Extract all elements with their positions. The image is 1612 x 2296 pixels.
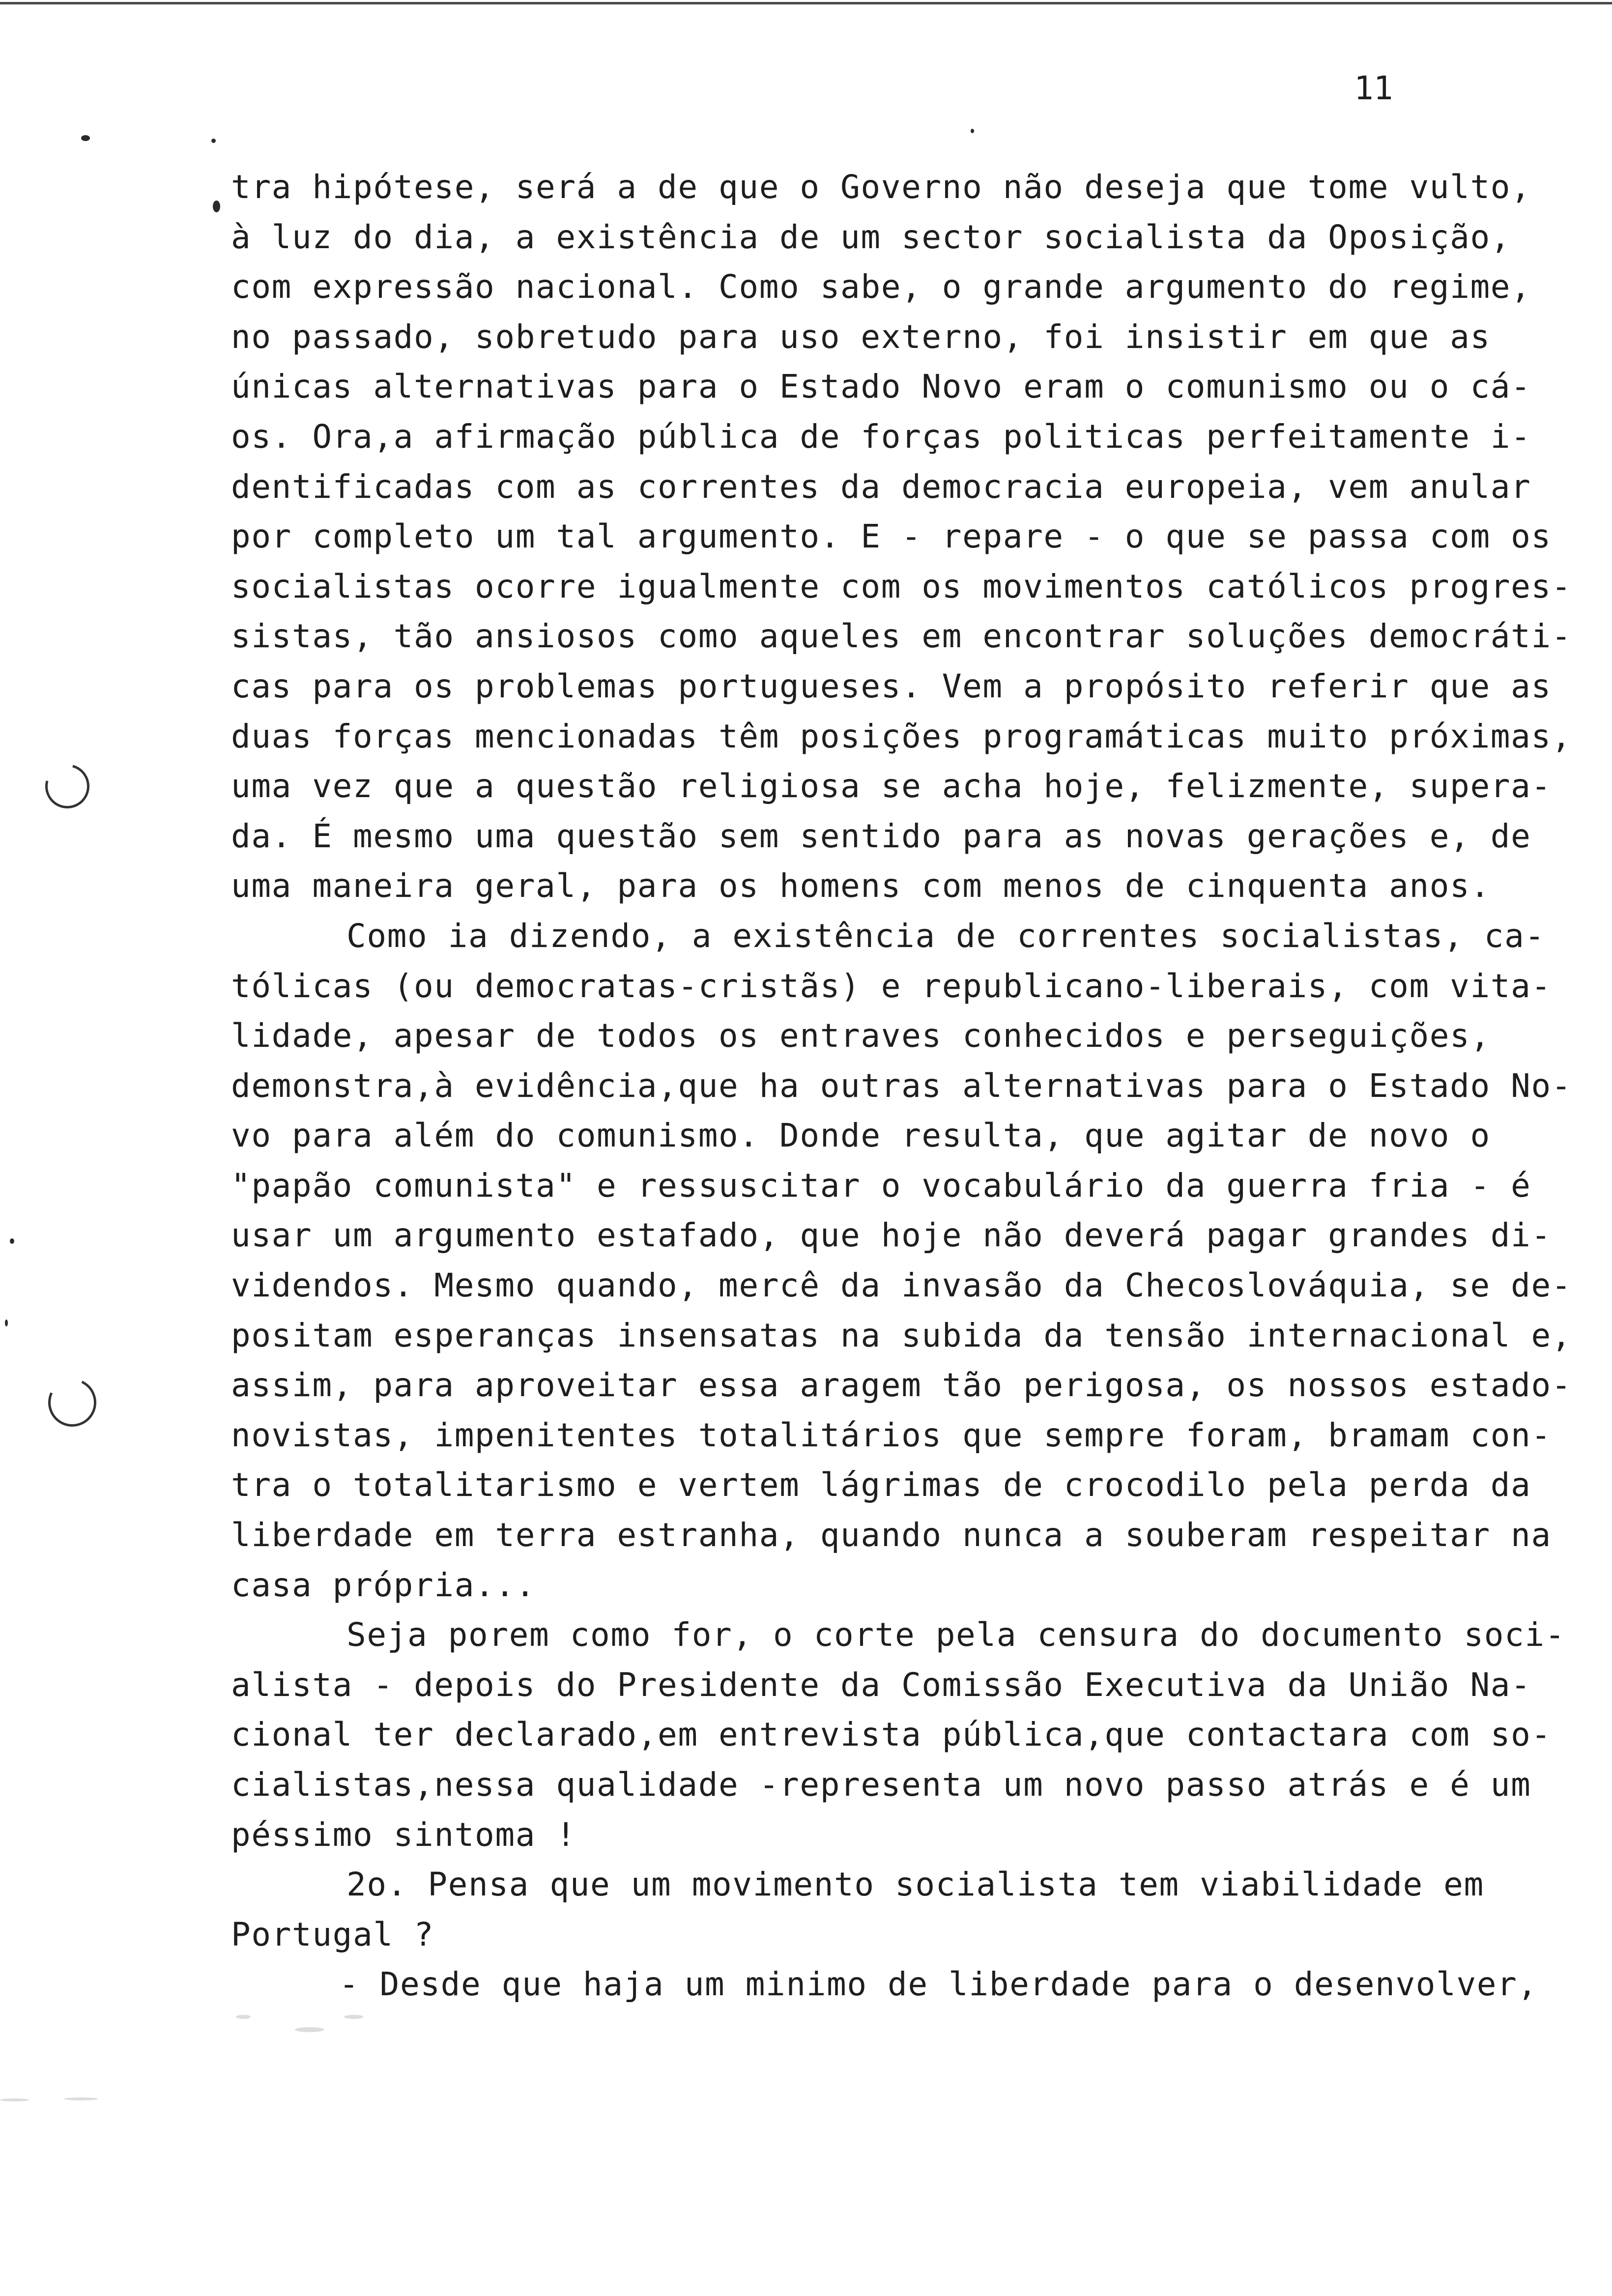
text-line: tra hipótese, será a de que o Governo não deseja que tome vulto,	[231, 168, 1531, 206]
scan-smudge	[64, 2097, 98, 2100]
text-line: à luz do dia, a existência de um sector socialista da Oposição,	[231, 218, 1511, 256]
scan-speck	[5, 1320, 8, 1326]
text-line: demonstra,à evidência,que ha outras alternativas para o Estado No-	[231, 1066, 1572, 1105]
text-line: sistas, tão ansiosos como aqueles em encontrar soluções democráti-	[231, 617, 1572, 656]
text-line: da. É mesmo uma questão sem sentido para as novas gerações e, de	[231, 817, 1531, 855]
text-line: videndos. Mesmo quando, mercê da invasão da Checoslováquia, se de-	[231, 1266, 1572, 1305]
scan-smudge	[236, 2015, 251, 2019]
text-line: - Desde que haja um minimo de liberdade para o desenvolver,	[339, 1965, 1538, 2004]
scan-speck	[10, 1238, 14, 1244]
text-line: 2o. Pensa que um movimento socialista tem viabilidade em	[346, 1866, 1484, 1904]
text-line: cional ter declarado,em entrevista pública,que contactara com so-	[231, 1716, 1552, 1754]
text-line: Como ia dizendo, a existência de correntes socialistas, ca-	[346, 917, 1545, 955]
text-line: únicas alternativas para o Estado Novo eram o comunismo ou o cá-	[231, 368, 1531, 406]
text-line: socialistas ocorre igualmente com os movimentos católicos progres-	[231, 567, 1572, 605]
text-line: duas forças mencionadas têm posições programáticas muito próximas,	[231, 717, 1572, 755]
text-line: vo para além do comunismo. Donde resulta, que agitar de novo o	[231, 1117, 1491, 1155]
text-line: casa própria...	[231, 1566, 536, 1604]
text-line: positam esperanças insensatas na subida da tensão internacional e,	[231, 1316, 1572, 1354]
scan-speck	[211, 139, 216, 143]
top-edge-rule	[0, 2, 1612, 4]
scan-smudge	[0, 2098, 29, 2101]
binder-hole-mark	[41, 1372, 103, 1434]
text-line: os. Ora,a afirmação pública de forças politicas perfeitamente i-	[231, 417, 1531, 456]
page-number: 11	[1354, 69, 1393, 107]
text-line: novistas, impenitentes totalitários que sempre foram, bramam con-	[231, 1416, 1552, 1454]
text-line: com expressão nacional. Como sabe, o grande argumento do regime,	[231, 268, 1531, 306]
text-line: "papão comunista" e ressuscitar o vocabulário da guerra fria - é	[231, 1166, 1531, 1205]
text-line: uma vez que a questão religiosa se acha hoje, felizmente, supera-	[231, 767, 1552, 805]
text-line: Seja porem como for, o corte pela censura do documento soci-	[346, 1616, 1566, 1654]
scan-speck	[971, 129, 974, 133]
scan-speck	[213, 201, 220, 212]
text-line: alista - depois do Presidente da Comissão Executiva da União Na-	[231, 1665, 1531, 1704]
text-line: no passado, sobretudo para uso externo, foi insistir em que as	[231, 317, 1491, 356]
text-line: assim, para aproveitar essa aragem tão perigosa, os nossos estado-	[231, 1366, 1572, 1405]
scan-speck	[81, 135, 90, 141]
text-line: uma maneira geral, para os homens com menos de cinquenta anos.	[231, 867, 1491, 905]
text-line: cas para os problemas portugueses. Vem a propósito referir que as	[231, 667, 1552, 705]
text-line: por completo um tal argumento. E - repare - o que se passa com os	[231, 517, 1552, 556]
text-line: tólicas (ou democratas-cristãs) e republicano-liberais, com vita-	[231, 967, 1552, 1005]
text-line: dentificadas com as correntes da democracia europeia, vem anular	[231, 467, 1531, 506]
text-line: liberdade em terra estranha, quando nunca a souberam respeitar na	[231, 1516, 1552, 1554]
scan-smudge	[295, 2027, 324, 2032]
typed-text-body	[231, 162, 1572, 2009]
binder-hole-mark	[37, 756, 98, 817]
text-line: Portugal ?	[231, 1915, 434, 1953]
text-line: usar um argumento estafado, que hoje não deverá pagar grandes di-	[231, 1216, 1552, 1255]
text-line: péssimo sintoma !	[231, 1815, 576, 1854]
text-line: cialistas,nessa qualidade -representa um novo passo atrás e é um	[231, 1766, 1531, 1804]
scan-smudge	[344, 2015, 364, 2019]
text-line: lidade, apesar de todos os entraves conhecidos e perseguições,	[231, 1017, 1491, 1055]
text-line: tra o totalitarismo e vertem lágrimas de crocodilo pela perda da	[231, 1466, 1531, 1504]
